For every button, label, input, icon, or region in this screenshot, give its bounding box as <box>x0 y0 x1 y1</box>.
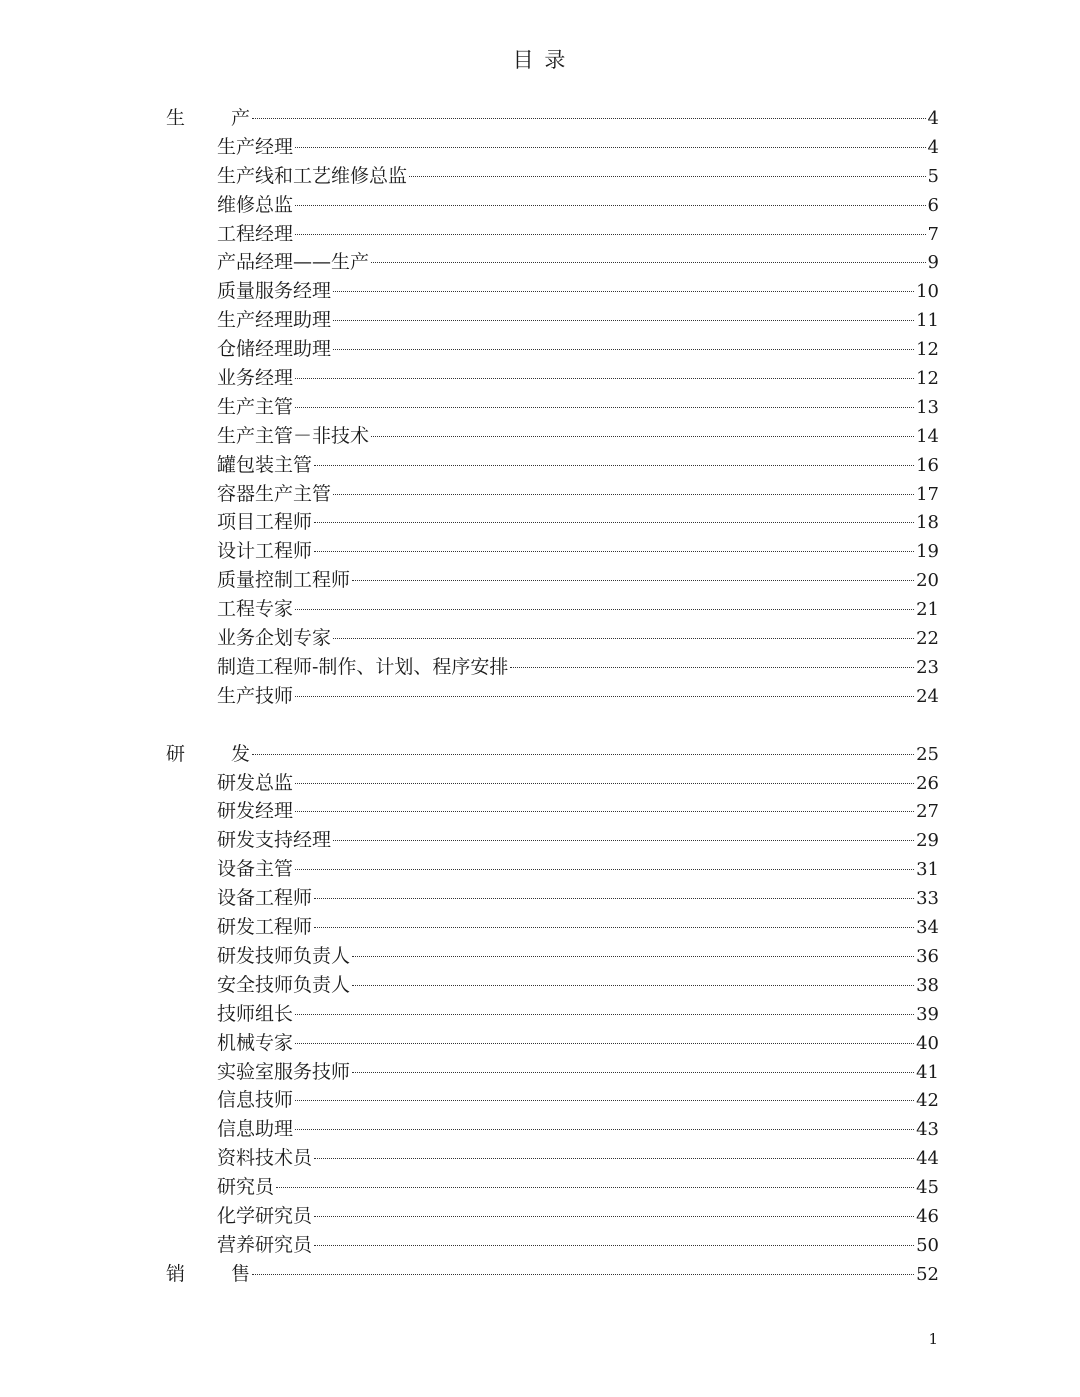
section-heading-char: 售 <box>230 1262 250 1285</box>
toc-entry-page-number: 9 <box>927 252 939 274</box>
toc-entry-page-number: 46 <box>916 1205 939 1227</box>
toc-entry[interactable] <box>166 537 939 566</box>
toc-entry-page-number: 42 <box>916 1090 939 1112</box>
toc-entry-page-number: 27 <box>916 801 939 823</box>
dot-leader <box>371 436 914 437</box>
toc-entry-label: 营养研究员 <box>217 1233 313 1256</box>
dot-leader <box>314 898 914 899</box>
dot-leader <box>352 985 914 986</box>
dot-leader <box>333 291 914 292</box>
toc-entry-label: 业务企划专家 <box>217 627 332 650</box>
toc-entry[interactable] <box>166 248 939 277</box>
toc-entry[interactable] <box>166 1144 939 1173</box>
toc-entry-label: 设备主管 <box>217 858 294 881</box>
dot-leader <box>333 349 914 350</box>
section-page-number: 25 <box>916 743 939 765</box>
toc-entry[interactable] <box>166 277 939 306</box>
dot-leader <box>295 609 914 610</box>
dot-leader <box>352 580 914 581</box>
toc-entry-page-number: 11 <box>916 310 939 332</box>
toc-entry-page-number: 24 <box>916 685 939 707</box>
toc-entry[interactable] <box>166 682 939 711</box>
dot-leader <box>314 1245 914 1246</box>
toc-entry-label: 生产技师 <box>217 684 294 707</box>
dot-leader <box>252 1274 914 1275</box>
toc-entry[interactable] <box>166 1029 939 1058</box>
toc-entry-label: 设备工程师 <box>217 887 313 910</box>
toc-entry-label: 制造工程师-制作、计划、程序安排 <box>217 655 509 678</box>
toc-entry-label: 实验室服务技师 <box>217 1060 351 1083</box>
toc-entry-label: 机械专家 <box>217 1031 294 1054</box>
toc-entry-page-number: 17 <box>916 483 939 505</box>
section-heading-char: 生 <box>166 107 186 129</box>
toc-entry-label: 项目工程师 <box>217 511 313 534</box>
toc-entry-page-number: 31 <box>916 859 939 881</box>
toc-entry[interactable] <box>166 508 939 537</box>
toc-entry-page-number: 5 <box>927 165 939 187</box>
toc-entry[interactable] <box>166 624 939 653</box>
toc-entry[interactable] <box>166 451 939 480</box>
toc-entry[interactable] <box>166 364 939 393</box>
toc-entry-page-number: 6 <box>927 194 939 216</box>
dot-leader <box>314 1216 914 1217</box>
toc-entry-page-number: 19 <box>916 541 939 563</box>
dot-leader <box>295 783 914 784</box>
toc-entry-label: 资料技术员 <box>217 1147 313 1170</box>
dot-leader <box>352 1072 914 1073</box>
section-page-number: 4 <box>927 108 939 129</box>
toc-entry-page-number: 26 <box>916 772 939 794</box>
dot-leader <box>295 205 926 206</box>
toc-entry-page-number: 50 <box>916 1234 939 1256</box>
toc-entry-page-number: 4 <box>927 136 939 158</box>
toc-entry[interactable] <box>166 162 939 191</box>
dot-leader <box>352 956 914 957</box>
toc-entry[interactable] <box>166 422 939 451</box>
dot-leader <box>333 320 914 321</box>
toc-entry-label: 工程专家 <box>217 598 294 621</box>
toc-entry-page-number: 34 <box>916 917 939 939</box>
toc-entry-label: 研发工程师 <box>217 916 313 939</box>
toc-title: 目 录 <box>512 48 568 72</box>
toc-entry[interactable] <box>166 797 939 826</box>
toc-entry-page-number: 12 <box>916 368 939 390</box>
section-heading-char: 产 <box>230 107 250 129</box>
section-page-number: 52 <box>916 1263 939 1285</box>
toc-entry[interactable] <box>166 1086 939 1115</box>
section-heading-label <box>166 740 250 769</box>
dot-leader <box>252 118 926 119</box>
toc-entry[interactable] <box>166 1058 939 1087</box>
dot-leader <box>314 1158 914 1159</box>
toc-entry[interactable] <box>166 884 939 913</box>
toc-entry-page-number: 40 <box>916 1032 939 1054</box>
toc-entry[interactable] <box>166 335 939 364</box>
toc-entry[interactable] <box>166 855 939 884</box>
page-number: 1 <box>928 1330 938 1348</box>
toc-entry-label: 生产经理助理 <box>217 309 332 332</box>
toc-entry-label: 容器生产主管 <box>217 482 332 505</box>
toc-entry-page-number: 38 <box>916 974 939 996</box>
section-heading-char: 发 <box>230 742 250 765</box>
toc-entry-page-number: 39 <box>916 1003 939 1025</box>
section-heading-char: 销 <box>166 1262 186 1285</box>
dot-leader <box>510 667 914 668</box>
toc-entry-page-number: 14 <box>916 425 939 447</box>
toc-entry-label: 工程经理 <box>217 222 294 245</box>
toc-entry-page-number: 12 <box>916 339 939 361</box>
toc-entry-label: 研究员 <box>217 1176 275 1199</box>
toc-entry[interactable] <box>166 1231 939 1260</box>
toc-entry-page-number: 43 <box>916 1119 939 1141</box>
toc-entry-label: 研发支持经理 <box>217 829 332 852</box>
dot-leader <box>252 754 914 755</box>
dot-leader <box>409 176 926 177</box>
section-heading-label <box>166 1260 250 1289</box>
toc-entry-label: 设计工程师 <box>217 540 313 563</box>
toc-entry-page-number: 18 <box>916 512 939 534</box>
dot-leader <box>314 551 914 552</box>
toc-entry-label: 研发总监 <box>217 771 294 794</box>
dot-leader <box>276 1187 914 1188</box>
toc-entry-label: 生产经理 <box>217 135 294 158</box>
toc-entry-label: 质量服务经理 <box>217 280 332 303</box>
toc-entry[interactable] <box>166 306 939 335</box>
dot-leader <box>295 1129 914 1130</box>
dot-leader <box>295 234 926 235</box>
toc-entry-label: 生产主管 <box>217 395 294 418</box>
toc-entry[interactable] <box>166 1115 939 1144</box>
toc-entry[interactable] <box>166 1202 939 1231</box>
toc-entry-label: 技师组长 <box>217 1002 294 1025</box>
toc-entry-page-number: 21 <box>916 599 939 621</box>
dot-leader <box>314 927 914 928</box>
toc-entry[interactable] <box>166 133 939 162</box>
toc-entry-label: 生产主管－非技术 <box>217 424 370 447</box>
dot-leader <box>333 840 914 841</box>
toc-entry-page-number: 33 <box>916 888 939 910</box>
toc-section-heading[interactable] <box>166 104 939 133</box>
dot-leader <box>295 869 914 870</box>
dot-leader <box>295 1043 914 1044</box>
toc-entry[interactable] <box>166 653 939 682</box>
dot-leader <box>371 262 926 263</box>
dot-leader <box>314 522 914 523</box>
toc-entry-page-number: 20 <box>916 570 939 592</box>
toc-entry[interactable] <box>166 566 939 595</box>
section-heading-char: 研 <box>166 742 186 765</box>
toc-entry-label: 维修总监 <box>217 193 294 216</box>
toc-entry[interactable] <box>166 769 939 798</box>
toc-entry-label: 信息助理 <box>217 1118 294 1141</box>
dot-leader <box>295 696 914 697</box>
toc-entry-page-number: 13 <box>916 396 939 418</box>
toc-entry-label: 研发技师负责人 <box>217 944 351 967</box>
toc-section-heading[interactable] <box>166 1260 939 1289</box>
toc-entry-page-number: 16 <box>916 454 939 476</box>
toc-entry-page-number: 29 <box>916 830 939 852</box>
toc-entry-page-number: 10 <box>916 281 939 303</box>
toc-entry-label: 信息技师 <box>217 1089 294 1112</box>
toc-entry-label: 生产线和工艺维修总监 <box>217 164 408 187</box>
toc-entry-page-number: 44 <box>916 1148 939 1170</box>
toc-entry-page-number: 22 <box>916 628 939 650</box>
toc-section-heading[interactable] <box>166 740 939 769</box>
toc-entry-label: 仓储经理助理 <box>217 338 332 361</box>
toc-entry-label: 化学研究员 <box>217 1204 313 1227</box>
toc-entry-label: 安全技师负责人 <box>217 973 351 996</box>
toc-entry[interactable] <box>166 595 939 624</box>
toc-entry[interactable] <box>166 971 939 1000</box>
dot-leader <box>295 1014 914 1015</box>
toc-entry-page-number: 45 <box>916 1177 939 1199</box>
dot-leader <box>333 638 914 639</box>
toc-entry[interactable] <box>166 393 939 422</box>
toc-entry-label: 研发经理 <box>217 800 294 823</box>
toc-entry-label: 罐包装主管 <box>217 453 313 476</box>
toc-entry-label: 业务经理 <box>217 367 294 390</box>
dot-leader <box>295 811 914 812</box>
dot-leader <box>295 147 926 148</box>
toc-entry-label: 产品经理——生产 <box>217 251 370 274</box>
dot-leader <box>295 378 914 379</box>
toc-entry-page-number: 7 <box>927 223 939 245</box>
dot-leader <box>333 494 914 495</box>
toc-entry[interactable] <box>166 220 939 249</box>
toc-entry[interactable] <box>166 1173 939 1202</box>
table-of-contents <box>166 104 939 1289</box>
toc-entry-label: 质量控制工程师 <box>217 569 351 592</box>
toc-entry-page-number: 23 <box>916 656 939 678</box>
toc-entry[interactable] <box>166 826 939 855</box>
dot-leader <box>295 407 914 408</box>
toc-entry[interactable] <box>166 913 939 942</box>
toc-entry-page-number: 41 <box>916 1061 939 1083</box>
dot-leader <box>295 1100 914 1101</box>
toc-entry[interactable] <box>166 1000 939 1029</box>
dot-leader <box>314 465 914 466</box>
toc-entry-page-number: 36 <box>916 945 939 967</box>
toc-entry[interactable] <box>166 480 939 509</box>
section-heading-label <box>166 104 250 133</box>
toc-entry[interactable] <box>166 191 939 220</box>
toc-entry[interactable] <box>166 942 939 971</box>
